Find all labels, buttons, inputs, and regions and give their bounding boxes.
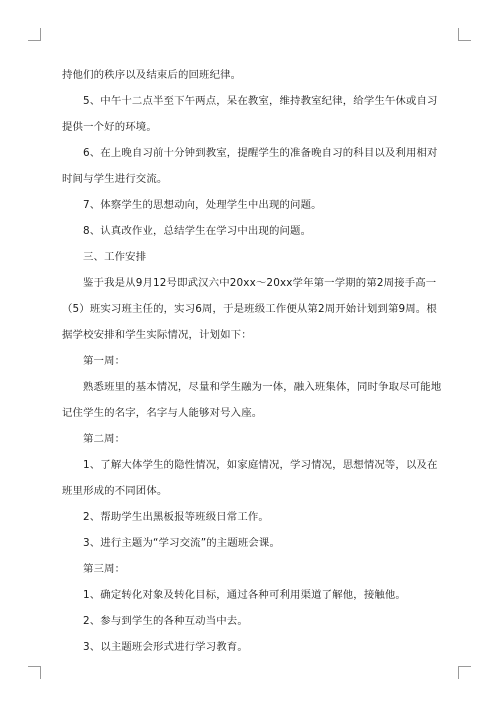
week-2-item-2: 2、帮助学生出黑板报等班级日常工作。 — [83, 511, 269, 523]
week-3-item-1: 1、确定转化对象及转化目标，通过各种可利用渠道了解他，接触他。 — [83, 589, 406, 601]
paragraph-item-6: 6、在上晚自习前十分钟到教室，提醒学生的准备晚自习的科目以及利用相对时间与学生进行交流。 — [62, 147, 438, 185]
paragraph-continuation: 持他们的秩序以及结束后的回班纪律。 — [62, 69, 242, 81]
crop-mark-bottom-left — [28, 666, 41, 679]
week-2-item-3: 3、进行主题为“学习交流”的主题班会课。 — [83, 537, 281, 549]
week-1-heading: 第一周： — [83, 355, 126, 367]
paragraph-item-7: 7、体察学生的思想动向，处理学生中出现的问题。 — [83, 199, 322, 211]
week-3-item-3: 3、以主题班会形式进行学习教育。 — [83, 641, 248, 653]
crop-mark-top-right — [458, 28, 471, 41]
paragraph-intro: 鉴于我是从9月12号即武汉六中20xx～20xx学年第一学期的第2周接手高一（5）班实习班主任的，实习6周，于是班级工作便从第2周开始计划到第9周。根据学校安排和学生实际情况，计划如下： — [62, 277, 437, 341]
week-3-heading: 第三周： — [83, 563, 126, 575]
document-body — [62, 62, 442, 660]
paragraph-item-5: 5、中午十二点半至下午两点，呆在教室，维持教室纪律，给学生午休或自习提供一个好的环境。 — [62, 95, 438, 133]
week-3-item-2: 2、参与到学生的各种互动当中去。 — [83, 615, 248, 627]
crop-mark-top-left — [28, 28, 41, 41]
week-2-heading: 第二周： — [83, 433, 126, 445]
paragraph-item-8: 8、认真改作业，总结学生在学习中出现的问题。 — [83, 225, 312, 237]
week-1-content: 熟悉班里的基本情况，尽量和学生融为一体，融入班集体，同时争取尽可能地记住学生的名字，名字与人能够对号入座。 — [62, 381, 442, 419]
week-2-item-1: 1、了解大体学生的隐性情况，如家庭情况，学习情况，思想情况等，以及在班里形成的不同团体。 — [62, 459, 438, 497]
section-heading-work-arrangement: 三、工作安排 — [83, 251, 147, 263]
crop-mark-bottom-right — [458, 666, 471, 679]
